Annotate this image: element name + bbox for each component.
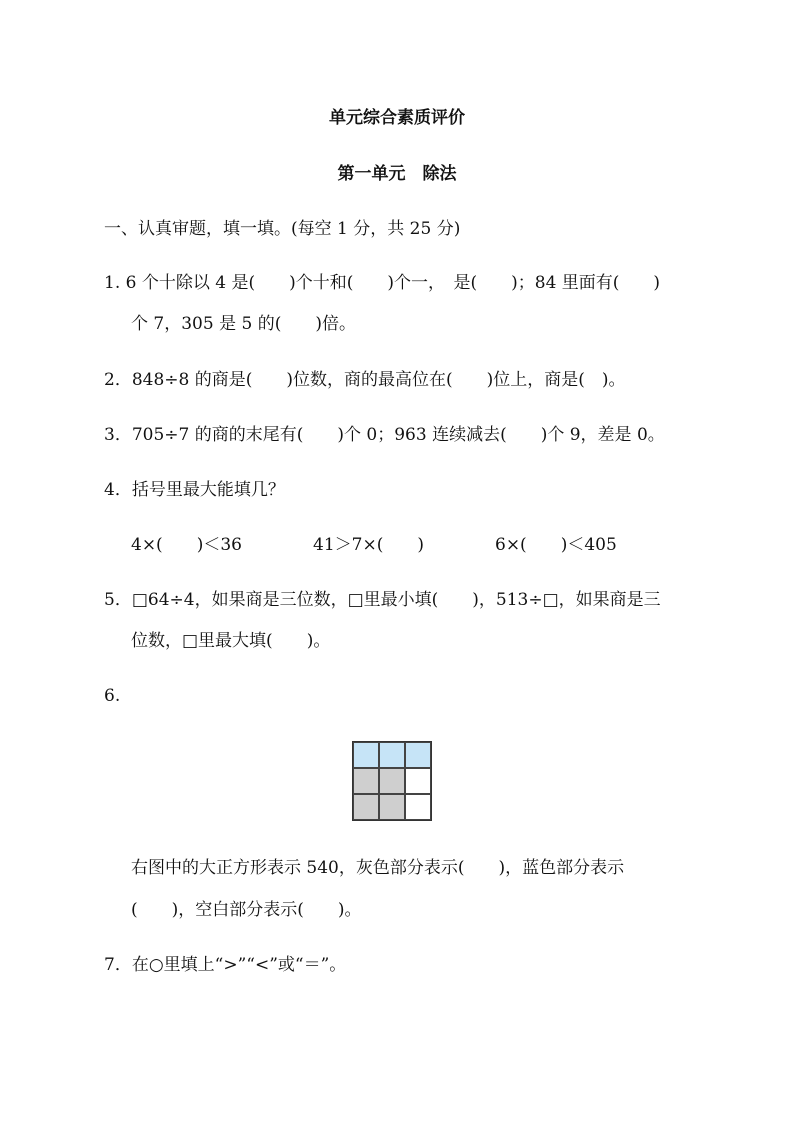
- question-6-line-2: ( )，空白部分表示( )。: [131, 900, 362, 920]
- grid-cell-white: [405, 768, 431, 794]
- question-2: 2．848÷8 的商是( )位数，商的最高位在( )位上，商是( )。: [104, 370, 626, 390]
- question-1-line-1: 1. 6 个十除以 4 是( )个十和( )个一， 是( )；84 里面有( ): [104, 273, 661, 293]
- question-7: 7．在○里填上“>”“<”或“＝”。: [104, 955, 347, 975]
- question-5-line-2: 位数，□里最大填( )。: [131, 631, 331, 651]
- question-3: 3．705÷7 的商的末尾有( )个 0；963 连续减去( )个 9，差是 0。: [104, 425, 665, 445]
- question-4-stem: 4．括号里最大能填几？: [104, 480, 285, 500]
- question-1-line-2: 个 7，305 是 5 的( )倍。: [131, 314, 356, 334]
- unit-title: 第一单元 除法: [337, 164, 457, 184]
- question-5-line-1: 5．□64÷4，如果商是三位数，□里最小填( )，513÷□，如果商是三: [104, 590, 661, 610]
- fraction-square-figure: [352, 741, 432, 821]
- grid-cell-blue: [379, 742, 405, 768]
- question-4-item: 41＞7×( ): [313, 535, 424, 555]
- grid-cell-blue: [405, 742, 431, 768]
- document-title: 单元综合素质评价: [329, 108, 465, 128]
- grid-cell-gray: [353, 794, 379, 820]
- question-6-label: 6.: [104, 686, 121, 706]
- grid-cell-blue: [353, 742, 379, 768]
- question-4-item: 6×( )＜405: [495, 535, 617, 555]
- question-4-item: 4×( )＜36: [131, 535, 242, 555]
- grid-cell-white: [405, 794, 431, 820]
- question-6-line-1: 右图中的大正方形表示 540，灰色部分表示( )，蓝色部分表示: [131, 858, 625, 878]
- section-heading: 一、认真审题，填一填。(每空 1 分，共 25 分): [104, 219, 461, 239]
- grid-cell-gray: [353, 768, 379, 794]
- grid-cell-gray: [379, 768, 405, 794]
- grid-cell-gray: [379, 794, 405, 820]
